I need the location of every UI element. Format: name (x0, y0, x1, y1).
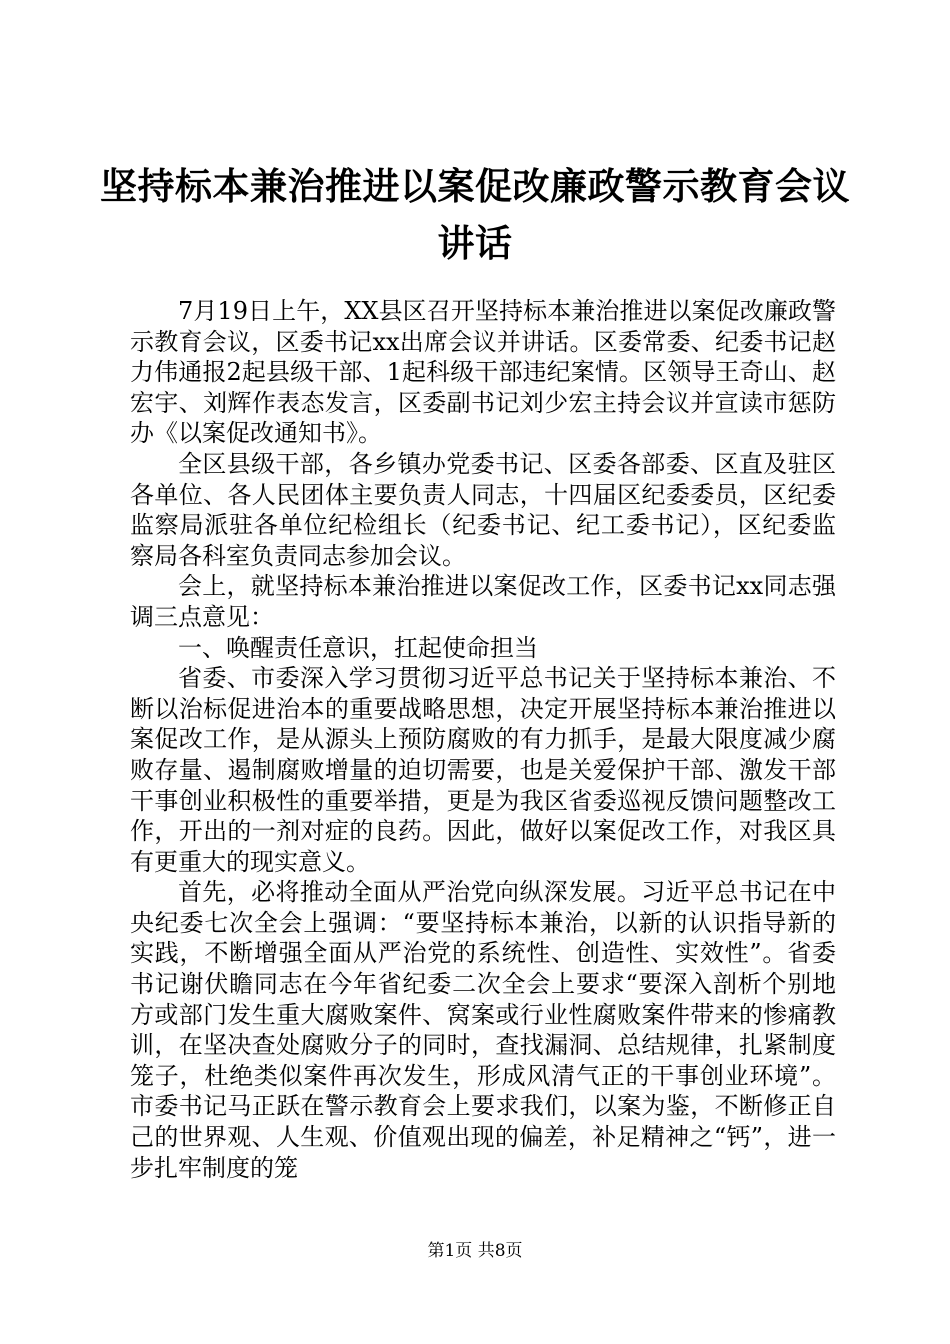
page-footer: 第1页 共8页 (427, 1241, 523, 1261)
paragraph-meeting-summary: 7月19日上午，XX县区召开坚持标本兼治推进以案促改廉政警示教育会议，区委书记xx出席会议并讲话。区委常委、纪委书记赵力伟通报2起县级干部、1起科级干部违纪案情。区领导王奇山、赵宏宇、刘辉作表态发言，区委副书记刘少宏主持会议并宣读市惩防办《以案促改通知书》。 (130, 297, 836, 448)
paragraph-attendees: 全区县级干部，各乡镇办党委书记、区委各部委、区直及驻区各单位、各人民团体主要负责人同志，十四届区纪委委员，区纪委监察局派驻各单位纪检组长（纪委书记、纪工委书记），区纪委监察局各科室负责同志参加会议。 (130, 449, 836, 570)
document-body (130, 296, 836, 1183)
paragraph-three-points: 会上，就坚持标本兼治推进以案促改工作，区委书记xx同志强调三点意见： (130, 572, 836, 631)
document-title: 坚持标本兼治推进以案促改廉政警示教育会议讲话 (100, 165, 850, 265)
paragraph-first-point: 首先，必将推动全面从严治党向纵深发展。习近平总书记在中央纪委七次全会上强调：“要坚持标本兼治，以新的认识指导新的实践，不断增强全面从严治党的系统性、创造性、实效性”。省委书记谢伏瞻同志在今年省纪委二次全会上要求“要深入剖析个别地方或部门发生重大腐败案件、窝案或行业性腐败案件带来的惨痛教训，在坚决查处腐败分子的同时，查找漏洞、总结规律，扎紧制度笼子，杜绝类似案件再次发生，形成风清气正的干事创业环境”。市委书记马正跃在警示教育会上要求我们，以案为鉴，不断修正自己的世界观、人生观、价值观出现的偏差，补足精神之“钙”，进一步扎牢制度的笼 (130, 878, 836, 1182)
paragraph-provincial-decision: 省委、市委深入学习贯彻习近平总书记关于坚持标本兼治、不断以治标促进治本的重要战略思想，决定开展坚持标本兼治推进以案促改工作，是从源头上预防腐败的有力抓手，是最大限度减少腐败存量、遏制腐败增量的迫切需要，也是关爱保护干部、激发干部干事创业积极性的重要举措，更是为我区省委巡视反馈问题整改工作，开出的一剂对症的良药。因此，做好以案促改工作，对我区具有更重大的现实意义。 (130, 664, 836, 876)
section-heading-one: 一、唤醒责任意识，扛起使命担当 (178, 633, 538, 662)
